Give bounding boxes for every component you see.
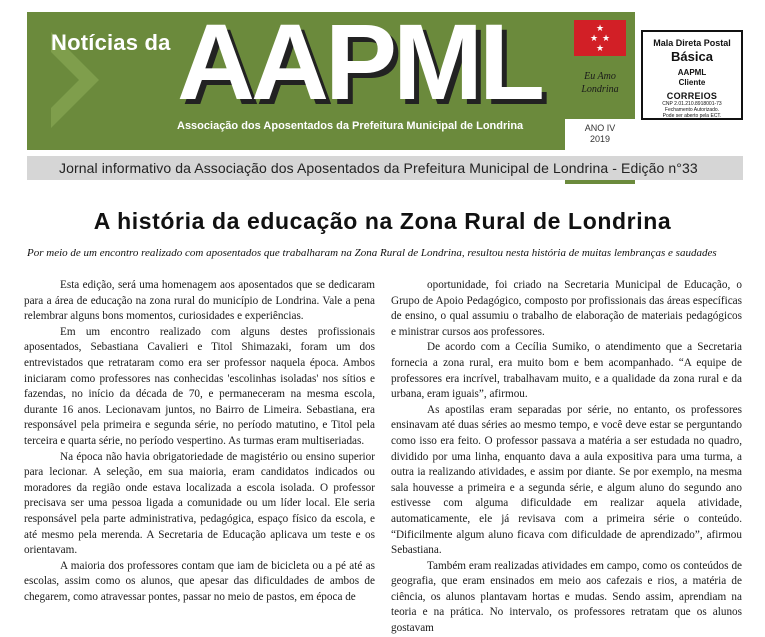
article-paragraph: As apostilas eram separadas por série, no entanto, os professores ensinavam até duas séries ao mesmo tempo, e você deve estar se perguntando como isso era feito. O professor passava a matéria a ser estudada no quadro, dividido por uma linha, enquanto dava a aula expositiva para uma turma, a outra ia realizando atividades, e assim por diante. Se por exemplo, na mesma sala houvesse a primeira e a segunda série, e algum aluno do segundo ano estivesse com alguma dificuldade em realizar aquela atividade, automaticamente, ele já revisava com a primeira série o conteúdo. “Dificilmente algum aluno ficava com dificuldade de aprendizado”, afirmou Sebastiana. [391,403,742,557]
issue-info [565,123,635,145]
postal-client-name: AAPML [677,68,707,77]
city-motto [567,70,633,96]
article-paragraph: Em um encontro realizado com alguns destes profissionais aposentados, Sebastiana Cavalieri e Titol Shimazaki, foram um dos entrevistados que retrataram como era ser professor naquela época. Ambos iniciaram como professores nas conhecidas 'escolinhas isoladas' nos sítios e fazendas, no início da década de 70, e permaneceram na mesma escola, durante 16 anos. Lecionavam juntos, no Bairro de Limeira. Sebastiana, era responsável pela primeira e segunda série, no período matutino, e Titol pela terceira e quarta série, no período vespertino. As turmas eram multiseriadas. [24,325,375,447]
postal-carrier: CORREIOS [666,91,718,101]
article-title: A história da educação na Zona Rural de Londrina [93,208,672,234]
masthead-kicker: Notícias da [51,30,171,55]
issue-volume: ANO IV [584,123,616,133]
postal-line: Mala Direta Postal [653,38,731,48]
association-name: Associação dos Aposentados da Prefeitura Municipal de Londrina [177,120,524,132]
article-subtitle: Por meio de um encontro realizado com aposentados que trabalharam na Zona Rural de Londrina, resultou nesta história de muitas lembranças e saudades [27,247,717,259]
londrina-flag-icon [574,20,626,56]
flag-star-icon: ★ [596,44,605,54]
masthead-logo: AAPML [177,1,541,122]
postal-fine-line: CNP 2.01.210.8918001-73 [662,101,722,107]
article-column-right [391,278,742,637]
chevron-cutout [51,52,79,108]
postal-fine-print [636,101,748,119]
tagline: Jornal informativo da Associação dos Aposentados da Prefeitura Municipal de Londrina - Edição n°33 [59,160,698,176]
article-paragraph: Também eram realizadas atividades em campo, como os conteúdos de geografia, que eram ensinados em meio aos cafezais e rios, a matéria de ciência, os alunos plantavam hortas e mudas. Sendo assim, aprendiam na teoria e na prática. No intervalo, os professores retratam que os alunos gostavam [391,559,742,635]
issue-year: 2019 [589,134,611,144]
motto-line: Londrina [581,84,619,95]
masthead-banner [27,1,565,150]
article-paragraph: De acordo com a Cecília Sumiko, o atendimento que a Secretaria fornecia a zona rural, era muito bom e bem acompanhado. “A equipe de professores era incrível, trabalhavam muito, e a qualidade da zona rural e da urbana, eram iguais”, afirmou. [391,341,742,401]
flag-star-icon: ★ [590,34,599,44]
postal-client-label: Cliente [678,78,706,87]
article-paragraph: oportunidade, foi criado na Secretaria Municipal de Educação, o Grupo de Apoio Pedagógico, composto por profissionais das áreas específicas de ensino, o qual assumiu o trabalho de elaboração de materiais pedagógicos e ministrar cursos aos professores. [391,279,742,338]
motto-line: Eu Amo [584,71,616,82]
postal-fine-line: Fechamento Autorizado. [664,107,720,113]
article-paragraph: Na época não havia obrigatoriedade de magistério ou ensino superior para lecionar. A seleção, em sua maioria, eram candidatos indicados ou moradores da região onde estava localizada a escola isolada. O professor precisava ser uma pessoa ligada a comunidade ou um líder local. Ele seria responsável pela parte administrativa, pedagógica, espaço físico da escola, e até mesmo pela merenda. A Secretaria de Educação aplicava um teste e os orientavam. [24,450,375,557]
postal-fine-line: Pode ser aberto pela ECT. [662,113,722,119]
flag-star-icon: ★ [602,34,611,44]
postal-type: Básica [671,49,713,64]
flag-star-icon: ★ [596,24,605,34]
article-column-left [24,278,375,605]
article-paragraph: Esta edição, será uma homenagem aos aposentados que se dedicaram para a área de educação na zona rural do município de Londrina. Vale a pena relembrar alguns bons momentos, curiosidades e experiências. [24,279,375,323]
article-paragraph: A maioria dos professores contam que iam de bicicleta ou a pé até as escolas, assim como os alunos, que apesar das dificuldades de ambos de chegarem, como atravessar pontes, passar no meio de pastos, em época de [24,559,375,603]
